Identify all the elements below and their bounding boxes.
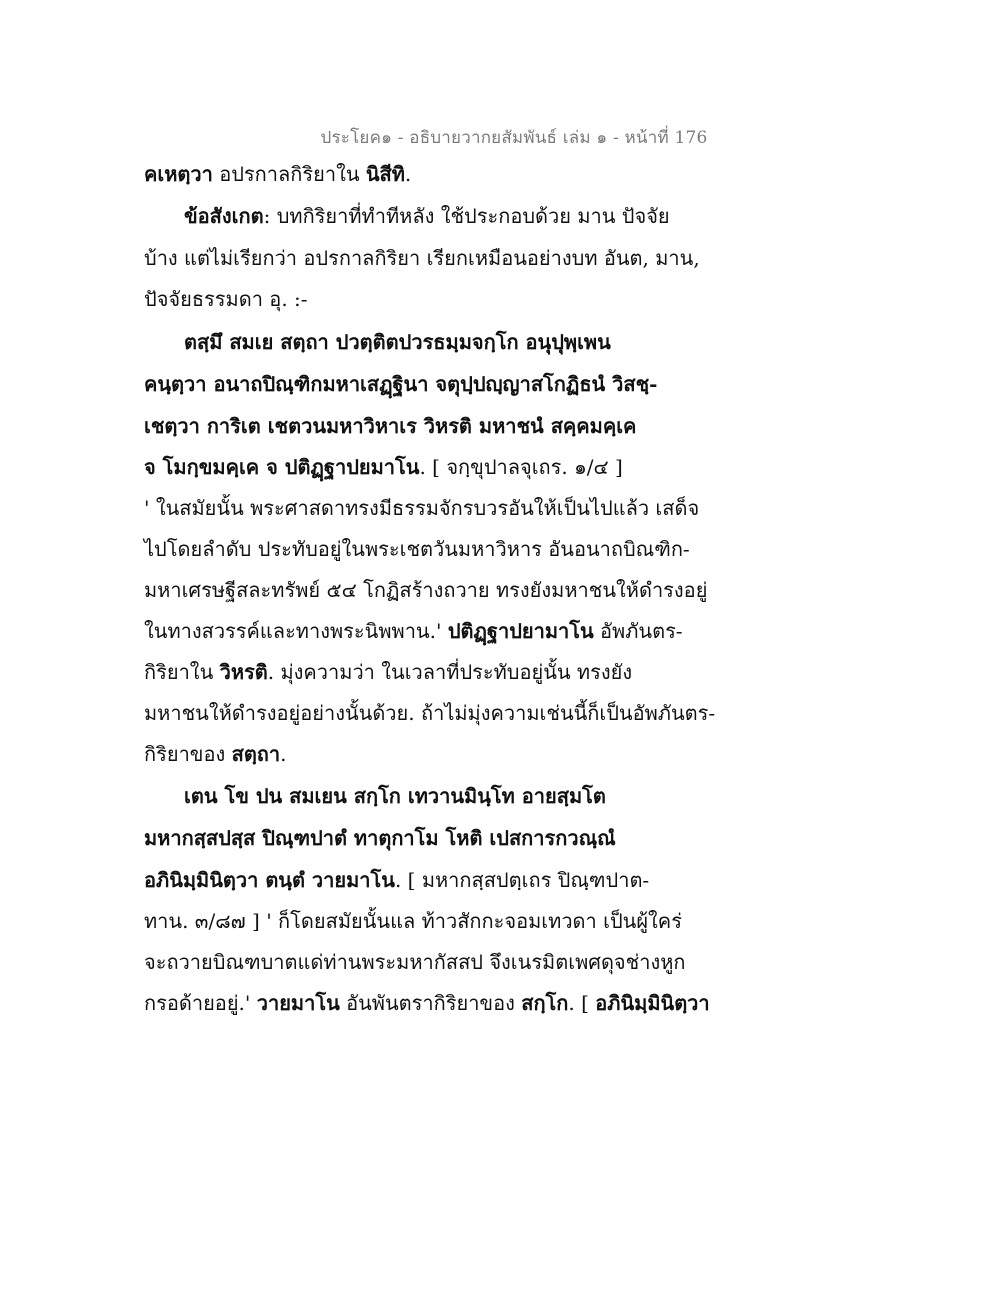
text-line-16: เตน โข ปน สมเยน สกฺโก เทวานมินฺโท อายสฺมโต <box>184 784 606 808</box>
text-line-14: มหาชนให้ดำรงอยู่อย่างนั้นด้วย. ถ้าไม่มุ่งความเช่นนี้ก็เป็นอัพภันตร- <box>144 701 716 725</box>
text-line-3: บ้าง แต่ไม่เรียกว่า อปรกาลกิริยา เรียกเหมือนอย่างบท อันต, มาน, <box>144 246 700 270</box>
bold-term: วายมาโน <box>256 991 340 1015</box>
text-line-17: มหากสฺสปสฺส ปิณฺฑปาตํ ทาตุกาโม โหติ เปสการกวณฺณํ <box>144 826 616 850</box>
text-line-9: ' ในสมัยนั้น พระศาสดาทรงมีธรรมจักรบวรอันให้เป็นไปแล้ว เสด็จ <box>144 496 700 520</box>
bold-term: วิหรติ <box>219 660 268 684</box>
bold-term: จ โมกฺขมคฺเค จ ปติฏฺฐาปยมาโน <box>144 455 420 479</box>
text-line-6: คนฺตฺวา อนาถปิณฺฑิกมหาเสฏฺฐินา จตุปฺปญฺญาสโกฏิธนํ วิสชฺ- <box>144 372 658 396</box>
bold-term: คเหตฺวา <box>144 162 213 186</box>
text-line-11: มหาเศรษฐีสละทรัพย์ ๕๔ โกฏิสร้างถวาย ทรงยังมหาชนให้ดำรงอยู่ <box>144 578 708 602</box>
bold-term: อภินิมฺมินิตฺวา ตนฺตํ วายมาโน <box>144 868 395 892</box>
text-line-4: ปัจจัยธรรมดา อุ. :- <box>144 287 308 311</box>
text-line-15 <box>144 740 704 768</box>
bold-term: ปติฏฺฐาปยามาโน <box>447 619 594 643</box>
text-line-18 <box>144 866 704 894</box>
text: อปรกาลกิริยาใน <box>212 162 366 186</box>
text: อัพภันตร- <box>593 619 683 643</box>
text: กรอด้ายอยู่.' <box>144 991 257 1015</box>
text-line-12 <box>144 617 704 645</box>
text-line-7: เชตฺวา การิเต เชตวนมหาวิหาเร วิหรติ มหาชนํ สคฺคมคฺเค <box>144 414 637 438</box>
text-line-8 <box>144 453 704 481</box>
bold-term: สตฺถา <box>231 742 281 766</box>
text-line-10: ไปโดยลำดับ ประทับอยู่ในพระเชตวันมหาวิหาร อันอนาถบิณฑิก- <box>144 537 690 561</box>
text: . มุ่งความว่า ในเวลาที่ประทับอยู่นั้น ทรงยัง <box>267 660 633 684</box>
text-line-20: จะถวายบิณฑบาตแด่ท่านพระมหากัสสป จึงเนรมิตเพศดุจช่างหูก <box>144 950 686 974</box>
bold-term: นิสีทิ <box>365 162 405 186</box>
text: . [ มหากสฺสปตฺเถร ปิณฺฑปาต- <box>394 868 650 892</box>
bold-term: ข้อสังเกต <box>184 204 264 228</box>
text: กิริยาใน <box>144 660 220 684</box>
text: . <box>280 742 287 766</box>
text-line-2 <box>184 202 744 230</box>
text-line-5: ตสฺมึ สมเย สตฺถา ปวตฺติตปวรธมฺมจกฺโก อนุปุพฺเพน <box>184 330 611 354</box>
text: กิริยาของ <box>144 742 232 766</box>
text: . [ จกฺขุปาลจุเถร. ๑/๔ ] <box>419 455 623 479</box>
running-header: ประโยค๑ - อธิบายวากยสัมพันธ์ เล่ม ๑ - หน้าที่ 176 <box>320 128 708 148</box>
text: อันพันตรากิริยาของ <box>339 991 522 1015</box>
bold-term: อภินิมฺมินิตฺวา <box>595 991 710 1015</box>
text-line-19: ทาน. ๓/๘๗ ] ' ก็โดยสมัยนั้นแล ท้าวสักกะจอมเทวดา เป็นผู้ใคร่ <box>144 909 682 933</box>
text-line-1 <box>144 160 704 188</box>
text-line-13 <box>144 658 704 686</box>
text: . <box>404 162 412 186</box>
text-line-21 <box>144 989 710 1017</box>
text: ในทางสวรรค์และทางพระนิพพาน.' <box>144 619 448 643</box>
bold-term: สกฺโก <box>521 991 569 1015</box>
text: . [ <box>568 991 596 1015</box>
text: : บทกิริยาที่ทำทีหลัง ใช้ประกอบด้วย มาน ปัจจัย <box>263 204 670 228</box>
